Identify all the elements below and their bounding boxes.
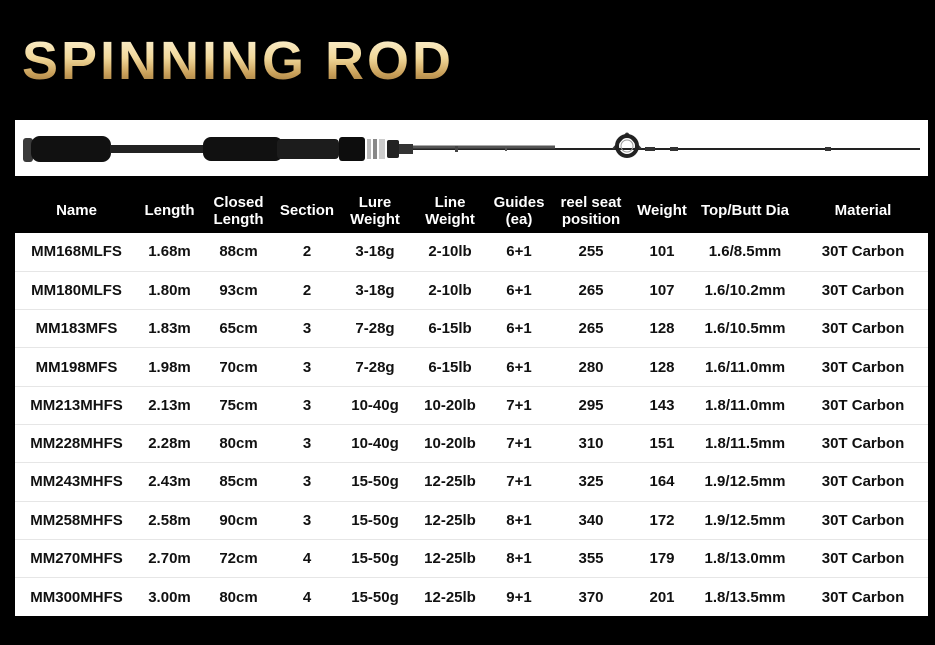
table-row bbox=[15, 539, 928, 577]
table-row bbox=[15, 233, 928, 271]
table-cell: 6+1 bbox=[488, 271, 550, 309]
table-cell: 2.58m bbox=[138, 501, 201, 539]
column-header: Line Weight bbox=[425, 193, 475, 228]
table-cell: 128 bbox=[632, 348, 692, 386]
table-cell: 80cm bbox=[201, 424, 276, 462]
table-cell: 265 bbox=[550, 271, 632, 309]
table-cell: 90cm bbox=[201, 501, 276, 539]
column-header: Lure Weight bbox=[350, 193, 400, 228]
table-cell: 265 bbox=[550, 310, 632, 348]
table-cell: 7+1 bbox=[488, 424, 550, 462]
spec-table bbox=[15, 188, 928, 616]
column-header: Weight bbox=[637, 202, 687, 219]
table-cell: 255 bbox=[550, 233, 632, 271]
table-cell: 2.28m bbox=[138, 424, 201, 462]
table-cell: 15-50g bbox=[338, 539, 412, 577]
model-name-cell: MM243MHFS bbox=[15, 463, 138, 501]
table-cell: 12-25lb bbox=[412, 501, 488, 539]
table-cell: 80cm bbox=[219, 588, 258, 606]
table-cell: 280 bbox=[550, 348, 632, 386]
table-body bbox=[15, 233, 928, 616]
table-cell: 4 bbox=[302, 588, 312, 606]
table-cell: 8+1 bbox=[488, 539, 550, 577]
table-cell: 30T Carbon bbox=[798, 539, 928, 577]
table-row bbox=[15, 386, 928, 424]
table-cell: 295 bbox=[550, 386, 632, 424]
table-cell: 10-40g bbox=[338, 386, 412, 424]
table-cell: 2-10lb bbox=[412, 233, 488, 271]
table-row bbox=[15, 424, 928, 462]
table-cell: 7+1 bbox=[488, 386, 550, 424]
table-cell: 30T Carbon bbox=[798, 233, 928, 271]
table-cell: 4 bbox=[276, 539, 338, 577]
table-cell: 30T Carbon bbox=[798, 424, 928, 462]
table-cell: 1.8/13.5mm bbox=[704, 588, 786, 606]
table-cell: 355 bbox=[550, 539, 632, 577]
model-name-cell: MM258MHFS bbox=[15, 501, 138, 539]
column-header: Length bbox=[144, 202, 195, 219]
table-cell: 10-20lb bbox=[412, 386, 488, 424]
table-cell: 1.9/12.5mm bbox=[692, 501, 798, 539]
table-cell: 3 bbox=[276, 463, 338, 501]
column-header: Guides (ea) bbox=[493, 193, 545, 228]
column-header: Material bbox=[834, 202, 892, 219]
table-cell: 8+1 bbox=[488, 501, 550, 539]
table-cell: 1.8/11.0mm bbox=[692, 386, 798, 424]
table-cell: 7-28g bbox=[338, 310, 412, 348]
table-cell: 6+1 bbox=[488, 233, 550, 271]
table-cell: 128 bbox=[632, 310, 692, 348]
table-cell: 15-50g bbox=[351, 588, 399, 606]
table-cell: 7-28g bbox=[338, 348, 412, 386]
table-row bbox=[15, 578, 928, 616]
table-cell: 164 bbox=[632, 463, 692, 501]
table-cell: 1.8/13.0mm bbox=[692, 539, 798, 577]
table-cell: 30T Carbon bbox=[798, 310, 928, 348]
table-cell: 310 bbox=[550, 424, 632, 462]
table-cell: 12-25lb bbox=[424, 588, 476, 606]
table-cell: 2 bbox=[276, 233, 338, 271]
table-cell: 6-15lb bbox=[412, 348, 488, 386]
table-cell: 2 bbox=[276, 271, 338, 309]
table-cell: 2.13m bbox=[138, 386, 201, 424]
table-cell: 1.6/11.0mm bbox=[692, 348, 798, 386]
table-cell: 107 bbox=[632, 271, 692, 309]
column-header: reel seat position bbox=[560, 193, 622, 228]
model-name-cell: MM270MHFS bbox=[15, 539, 138, 577]
table-cell: 30T Carbon bbox=[798, 348, 928, 386]
table-cell: 1.68m bbox=[138, 233, 201, 271]
table-cell: 1.6/8.5mm bbox=[692, 233, 798, 271]
table-cell: 1.9/12.5mm bbox=[692, 463, 798, 501]
table-row bbox=[15, 501, 928, 539]
table-cell: 1.6/10.2mm bbox=[692, 271, 798, 309]
table-cell: 1.8/11.5mm bbox=[692, 424, 798, 462]
table-cell: 3 bbox=[276, 424, 338, 462]
table-row bbox=[15, 463, 928, 501]
table-cell: 12-25lb bbox=[412, 463, 488, 501]
column-header: Top/Butt Dia bbox=[700, 202, 790, 219]
model-name-cell: MM183MFS bbox=[15, 310, 138, 348]
column-header: Section bbox=[279, 202, 335, 219]
table-cell: 75cm bbox=[201, 386, 276, 424]
table-cell: 10-40g bbox=[338, 424, 412, 462]
table-cell: 3 bbox=[276, 501, 338, 539]
table-cell: 2.43m bbox=[138, 463, 201, 501]
table-cell: 1.83m bbox=[138, 310, 201, 348]
table-cell: 6+1 bbox=[488, 310, 550, 348]
table-cell: 3.00m bbox=[148, 588, 191, 606]
table-cell: 30T Carbon bbox=[798, 501, 928, 539]
table-cell: 201 bbox=[649, 588, 675, 606]
column-header: Closed Length bbox=[213, 193, 264, 228]
table-row bbox=[15, 348, 928, 386]
table-cell: 88cm bbox=[201, 233, 276, 271]
table-cell: 151 bbox=[632, 424, 692, 462]
table-cell: 30T Carbon bbox=[821, 588, 905, 606]
table-cell: 3 bbox=[276, 386, 338, 424]
table-cell: 15-50g bbox=[338, 463, 412, 501]
model-name-cell: MM228MHFS bbox=[15, 424, 138, 462]
table-cell: 15-50g bbox=[338, 501, 412, 539]
table-cell: 3 bbox=[276, 348, 338, 386]
model-name-cell: MM168MLFS bbox=[15, 233, 138, 271]
table-cell: 93cm bbox=[201, 271, 276, 309]
table-cell: 172 bbox=[632, 501, 692, 539]
table-cell: 85cm bbox=[201, 463, 276, 501]
model-name-cell: MM213MHFS bbox=[15, 386, 138, 424]
table-cell: 2.70m bbox=[138, 539, 201, 577]
table-cell: 1.98m bbox=[138, 348, 201, 386]
table-cell: 6-15lb bbox=[412, 310, 488, 348]
table-cell: 1.6/10.5mm bbox=[692, 310, 798, 348]
rod-image-panel bbox=[15, 120, 928, 176]
model-name-cell: MM300MHFS bbox=[30, 588, 123, 606]
column-header: Name bbox=[56, 202, 97, 219]
table-cell: 143 bbox=[632, 386, 692, 424]
model-name-cell: MM180MLFS bbox=[15, 271, 138, 309]
table-cell: 10-20lb bbox=[412, 424, 488, 462]
table-cell: 370 bbox=[578, 588, 604, 606]
page-title: SPINNING ROD bbox=[22, 31, 455, 91]
table-cell: 101 bbox=[632, 233, 692, 271]
table-row bbox=[15, 310, 928, 348]
table-cell: 3-18g bbox=[338, 233, 412, 271]
table-cell: 30T Carbon bbox=[798, 271, 928, 309]
table-cell: 6+1 bbox=[488, 348, 550, 386]
table-cell: 179 bbox=[632, 539, 692, 577]
table-cell: 1.80m bbox=[138, 271, 201, 309]
spinning-rod-image bbox=[15, 120, 928, 176]
table-cell: 12-25lb bbox=[412, 539, 488, 577]
table-cell: 70cm bbox=[201, 348, 276, 386]
table-cell: 2-10lb bbox=[412, 271, 488, 309]
table-cell: 3 bbox=[276, 310, 338, 348]
table-row bbox=[15, 271, 928, 309]
table-cell: 340 bbox=[550, 501, 632, 539]
table-cell: 30T Carbon bbox=[798, 386, 928, 424]
model-name-cell: MM198MFS bbox=[15, 348, 138, 386]
table-cell: 65cm bbox=[201, 310, 276, 348]
table-cell: 325 bbox=[550, 463, 632, 501]
table-cell: 30T Carbon bbox=[798, 463, 928, 501]
table-header-row bbox=[15, 188, 928, 233]
table-cell: 72cm bbox=[201, 539, 276, 577]
table-cell: 9+1 bbox=[506, 588, 532, 606]
table-cell: 7+1 bbox=[488, 463, 550, 501]
table-cell: 3-18g bbox=[338, 271, 412, 309]
